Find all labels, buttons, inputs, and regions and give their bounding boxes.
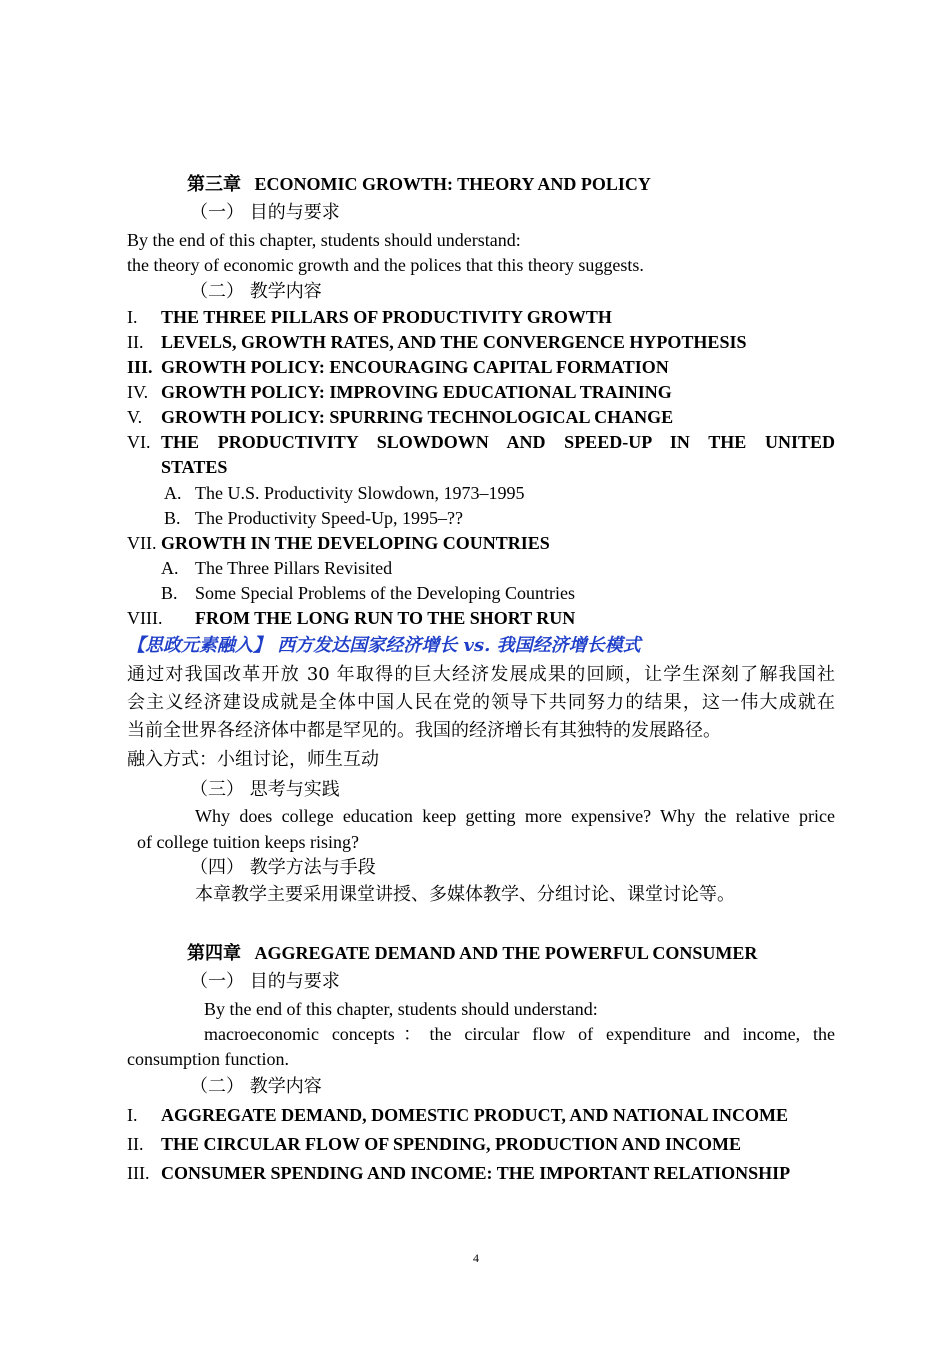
document-page: 第三章 ECONOMIC GROWTH: THEORY AND POLICY （一） 目的与要求 By the end of this chapter, students should understand: the theory of economic growth and the polices that this theory suggests. （二） 教学内容 I. THE THREE PILLARS OF PRODUCTIVITY GROWTH II. LEVELS, GROWTH RATES, AND THE CONVERGENCE HYPOTHESIS III. GROWTH POLICY: ENCOURAGING CAPITAL FORMATION IV. GROWTH POLICY: IMPROVING EDUCATIONAL TRAINING V. GROWTH POLICY: SPURRING TECHNOLOGICAL CHANGE VI. THE PRODUCTIVITY SLOWDOWN AND SPEED-UP IN THE UNITED STATES A. The U.S. Productivity Slowdown, 1973–1995 B. The Productivity Speed-Up, 1995–?? VII. GROWTH IN THE DEVELOPING COUNTRIES A. The Three Pillars Revisited B. Some Special Problems of the Developing Countries VIII. FROM THE LONG RUN TO THE SHORT RUN 【思政元素融入】 西方发达国家经济增长 vs. 我国经济增长模式 通过对我国改革开放 30 年取得的巨大经济发展成果的回顾，让学生深刻了解我国社 会主义经济建设成就是全体中国人民在党的领导下共同努力的结果，这一伟大成就在 当前全世界各经济体中都是罕见的。我国的经济增长有其独特的发展路径。 融入方式：小组讨论，师生互动 （三） 思考与实践 Why does college education keep getting more expensive? Why the relative price of college tuition keeps rising? （四） 教学方法与手段 本章教学主要采用课堂讲授、多媒体教学、分组讨论、课堂讨论等。 第四章 AGGREGATE DEMAND AND THE POWERFUL CONSUMER （一） 目的与要求 By the end of this chapter, students should understand: macroeconomic concepts：the circular flow of expenditure and income, the consumption function. （二） 教学内容 I. AGGREGATE DEMAND, DOMESTIC PRODUCT, AND NATIONAL INCOME II. THE CIRCULAR FLOW OF SPENDING, PRODUCTION AND INCOME III. CONSUMER SPENDING AND INCOME: THE IMPORTANT RELATIONSHIP 4 [0,0,952,1347]
question-line-2: of college tuition keeps rising? [137,832,359,852]
ideology-line-1: 通过对我国改革开放 30 年取得的巨大经济发展成果的回顾，让学生深刻了解我国社 [127,664,835,685]
page-number: 4 [473,1251,479,1265]
list-item-vi-continuation: STATES [161,457,228,477]
chapter-4-title-cn: 第四章 [187,943,241,964]
chapter-4-section-2: （二） 教学内容 [190,1076,322,1097]
chapter-3-section-2: （二） 教学内容 [190,281,322,302]
list-item-vi-num: VI. [127,432,151,452]
chapter-3-section-1: （一） 目的与要求 [190,202,340,223]
chapter-3-heading [187,172,651,197]
chapter-4-title-en: AGGREGATE DEMAND AND THE POWERFUL CONSUMER [254,943,758,963]
chapter-3-intro-line-2: the theory of economic growth and the polices that this theory suggests. [127,255,644,275]
teaching-method: 本章教学主要采用课堂讲授、多媒体教学、分组讨论、课堂讨论等。 [195,884,735,905]
chapter-3-intro-line-1: By the end of this chapter, students should understand: [127,230,521,250]
chapter-3-section-4: （四） 教学方法与手段 [190,857,376,878]
list-item-vi-text: THE PRODUCTIVITY SLOWDOWN AND SPEED-UP IN THE UNITED [161,432,835,452]
chapter-4-section-1: （一） 目的与要求 [190,971,340,992]
chapter-3-title-en: ECONOMIC GROWTH: THEORY AND POLICY [254,174,651,194]
question-line-1: Why does college education keep getting more expensive? Why the relative price [195,806,835,826]
chapter-4-intro-line-3: consumption function. [127,1049,289,1069]
ideology-title: 【思政元素融入】 西方发达国家经济增长 vs. 我国经济增长模式 [127,635,641,656]
chapter-4-intro-line-2: macroeconomic concepts：the circular flow of expenditure and income, the [204,1024,835,1044]
ideology-method: 融入方式：小组讨论，师生互动 [127,749,379,770]
ideology-line-3: 当前全世界各经济体中都是罕见的。我国的经济增长有其独特的发展路径。 [127,720,721,741]
chapter-4-heading [187,941,757,966]
chapter-3-section-3: （三） 思考与实践 [190,779,340,800]
chapter-3-title-cn: 第三章 [187,174,241,195]
chapter-4-intro-line-1: By the end of this chapter, students should understand: [204,999,598,1019]
ideology-line-2: 会主义经济建设成就是全体中国人民在党的领导下共同努力的结果，这一伟大成就在 [127,692,835,713]
